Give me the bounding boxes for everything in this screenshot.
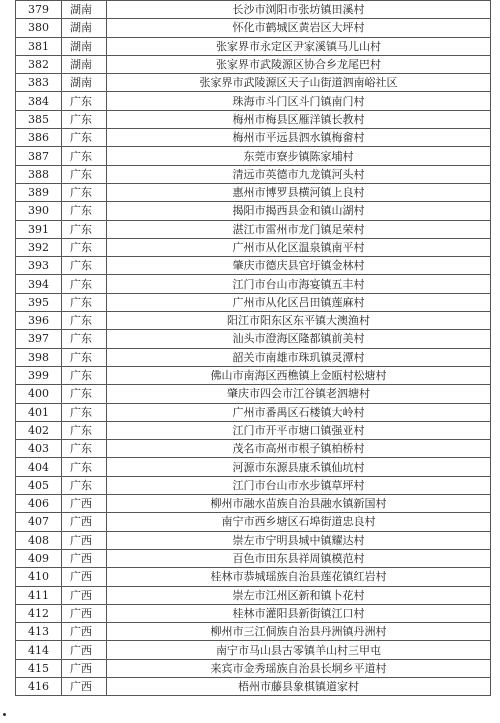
row-province: 广东	[62, 403, 107, 421]
row-number: 402	[16, 421, 62, 439]
row-place: 江门市开平市塘口镇强亚村	[107, 421, 491, 439]
row-number: 392	[16, 238, 62, 256]
row-province: 湖南	[62, 55, 107, 73]
row-place: 怀化市鹤城区黄岩区大坪村	[107, 19, 491, 37]
row-number: 399	[16, 366, 62, 384]
row-province: 广东	[62, 385, 107, 403]
row-number: 383	[16, 74, 62, 92]
table-row	[16, 257, 491, 275]
row-province: 湖南	[62, 74, 107, 92]
row-place: 广州市从化区温泉镇南平村	[107, 238, 491, 256]
row-province: 广西	[62, 513, 107, 531]
table-row	[16, 549, 491, 567]
row-place: 张家界市武陵源区协合乡龙尾巴村	[107, 55, 491, 73]
table-row	[16, 385, 491, 403]
row-place: 百色市田东县祥周镇模范村	[107, 549, 491, 567]
row-number: 387	[16, 147, 62, 165]
row-number: 394	[16, 275, 62, 293]
row-place: 江门市台山市水步镇草坪村	[107, 476, 491, 494]
row-province: 广西	[62, 677, 107, 695]
row-number: 393	[16, 257, 62, 275]
row-province: 广西	[62, 659, 107, 677]
row-number: 388	[16, 165, 62, 183]
table-row	[16, 147, 491, 165]
table-row	[16, 275, 491, 293]
row-number: 398	[16, 348, 62, 366]
row-place: 梅州市梅县区雁洋镇长教村	[107, 110, 491, 128]
row-province: 广西	[62, 531, 107, 549]
row-province: 湖南	[62, 37, 107, 55]
table-row	[16, 623, 491, 641]
row-place: 桂林市灌阳县新街镇江口村	[107, 604, 491, 622]
row-place: 惠州市博罗县横河镇上良村	[107, 183, 491, 201]
table-row	[16, 312, 491, 330]
row-province: 广东	[62, 110, 107, 128]
row-number: 389	[16, 183, 62, 201]
row-province: 广西	[62, 623, 107, 641]
table-row	[16, 220, 491, 238]
row-number: 407	[16, 513, 62, 531]
row-number: 395	[16, 293, 62, 311]
row-number: 400	[16, 385, 62, 403]
table-row	[16, 366, 491, 384]
table-row	[16, 129, 491, 147]
row-province: 广东	[62, 183, 107, 201]
row-number: 380	[16, 19, 62, 37]
table-row	[16, 440, 491, 458]
row-province: 广东	[62, 238, 107, 256]
row-province: 广东	[62, 293, 107, 311]
row-number: 397	[16, 330, 62, 348]
table-row	[16, 165, 491, 183]
row-place: 阳江市阳东区东平镇大澳渔村	[107, 312, 491, 330]
row-number: 413	[16, 623, 62, 641]
row-number: 401	[16, 403, 62, 421]
table-row	[16, 1, 491, 19]
table-row	[16, 604, 491, 622]
table-row	[16, 238, 491, 256]
table-row	[16, 55, 491, 73]
row-province: 广西	[62, 568, 107, 586]
row-number: 408	[16, 531, 62, 549]
row-number: 406	[16, 495, 62, 513]
table-row	[16, 586, 491, 604]
table-row	[16, 568, 491, 586]
row-place: 广州市番禺区石楼镇大岭村	[107, 403, 491, 421]
row-place: 韶关市南雄市珠玑镇灵潭村	[107, 348, 491, 366]
table-row	[16, 37, 491, 55]
row-number: 414	[16, 641, 62, 659]
row-place: 崇左市宁明县城中镇耀达村	[107, 531, 491, 549]
row-number: 385	[16, 110, 62, 128]
row-province: 广东	[62, 92, 107, 110]
row-province: 广西	[62, 604, 107, 622]
row-province: 广东	[62, 165, 107, 183]
row-number: 390	[16, 202, 62, 220]
row-place: 柳州市融水苗族自治县融水镇新国村	[107, 495, 491, 513]
row-province: 广东	[62, 129, 107, 147]
row-place: 江门市台山市海宴镇五丰村	[107, 275, 491, 293]
row-province: 广东	[62, 147, 107, 165]
row-province: 广西	[62, 586, 107, 604]
table-row	[16, 19, 491, 37]
row-place: 梅州市平远县泗水镇梅畲村	[107, 129, 491, 147]
table-row	[16, 110, 491, 128]
row-province: 湖南	[62, 1, 107, 19]
row-number: 416	[16, 677, 62, 695]
row-number: 405	[16, 476, 62, 494]
row-place: 广州市从化区吕田镇莲麻村	[107, 293, 491, 311]
village-table	[15, 0, 491, 696]
table-row	[16, 183, 491, 201]
row-number: 404	[16, 458, 62, 476]
row-place: 珠海市斗门区斗门镇南门村	[107, 92, 491, 110]
row-place: 来宾市金秀瑶族自治县长垌乡平道村	[107, 659, 491, 677]
row-place: 桂林市恭城瑶族自治县莲花镇红岩村	[107, 568, 491, 586]
table-row	[16, 513, 491, 531]
village-table-body	[16, 1, 491, 696]
row-number: 411	[16, 586, 62, 604]
table-row	[16, 74, 491, 92]
row-place: 柳州市三江侗族自治县丹洲镇丹洲村	[107, 623, 491, 641]
table-row	[16, 458, 491, 476]
row-place: 肇庆市四会市江谷镇老泗塘村	[107, 385, 491, 403]
table-row	[16, 531, 491, 549]
row-number: 384	[16, 92, 62, 110]
table-row	[16, 92, 491, 110]
row-place: 南宁市马山县古零镇羊山村三甲屯	[107, 641, 491, 659]
row-number: 415	[16, 659, 62, 677]
row-province: 广东	[62, 458, 107, 476]
row-place: 河源市东源县康禾镇仙坑村	[107, 458, 491, 476]
table-row	[16, 293, 491, 311]
row-province: 广东	[62, 257, 107, 275]
row-place: 崇左市江州区新和镇卜花村	[107, 586, 491, 604]
row-number: 409	[16, 549, 62, 567]
row-province: 湖南	[62, 19, 107, 37]
row-place: 东莞市寮步镇陈家埔村	[107, 147, 491, 165]
row-number: 396	[16, 312, 62, 330]
row-province: 广东	[62, 348, 107, 366]
row-province: 广东	[62, 330, 107, 348]
row-province: 广东	[62, 312, 107, 330]
row-place: 梧州市藤县象棋镇道家村	[107, 677, 491, 695]
row-province: 广东	[62, 220, 107, 238]
row-place: 茂名市高州市根子镇柏桥村	[107, 440, 491, 458]
row-province: 广东	[62, 421, 107, 439]
table-row	[16, 677, 491, 695]
row-province: 广西	[62, 549, 107, 567]
table-row	[16, 495, 491, 513]
row-place: 张家界市武陵源区天子山街道泗南峪社区	[107, 74, 491, 92]
row-number: 386	[16, 129, 62, 147]
row-place: 肇庆市德庆县官圩镇金林村	[107, 257, 491, 275]
row-number: 403	[16, 440, 62, 458]
row-place: 揭阳市揭西县金和镇山湖村	[107, 202, 491, 220]
row-province: 广东	[62, 275, 107, 293]
table-row	[16, 202, 491, 220]
row-place: 张家界市永定区尹家溪镇马儿山村	[107, 37, 491, 55]
row-place: 南宁市西乡塘区石埠街道忠良村	[107, 513, 491, 531]
table-row	[16, 476, 491, 494]
row-place: 佛山市南海区西樵镇上金瓯村松塘村	[107, 366, 491, 384]
row-place: 汕头市澄海区隆都镇前美村	[107, 330, 491, 348]
table-row	[16, 421, 491, 439]
row-province: 广东	[62, 366, 107, 384]
table-row	[16, 641, 491, 659]
bullet-dot	[3, 713, 6, 716]
row-province: 广西	[62, 641, 107, 659]
row-province: 广东	[62, 440, 107, 458]
row-number: 381	[16, 37, 62, 55]
row-place: 长沙市浏阳市张坊镇田溪村	[107, 1, 491, 19]
row-number: 379	[16, 1, 62, 19]
row-number: 382	[16, 55, 62, 73]
row-number: 410	[16, 568, 62, 586]
row-number: 412	[16, 604, 62, 622]
table-row	[16, 330, 491, 348]
row-place: 清远市英德市九龙镇河头村	[107, 165, 491, 183]
table-row	[16, 348, 491, 366]
row-province: 广东	[62, 202, 107, 220]
row-province: 广西	[62, 495, 107, 513]
table-row	[16, 659, 491, 677]
village-list-document	[15, 0, 491, 696]
row-province: 广东	[62, 476, 107, 494]
table-row	[16, 403, 491, 421]
row-number: 391	[16, 220, 62, 238]
row-place: 湛江市雷州市龙门镇足荣村	[107, 220, 491, 238]
